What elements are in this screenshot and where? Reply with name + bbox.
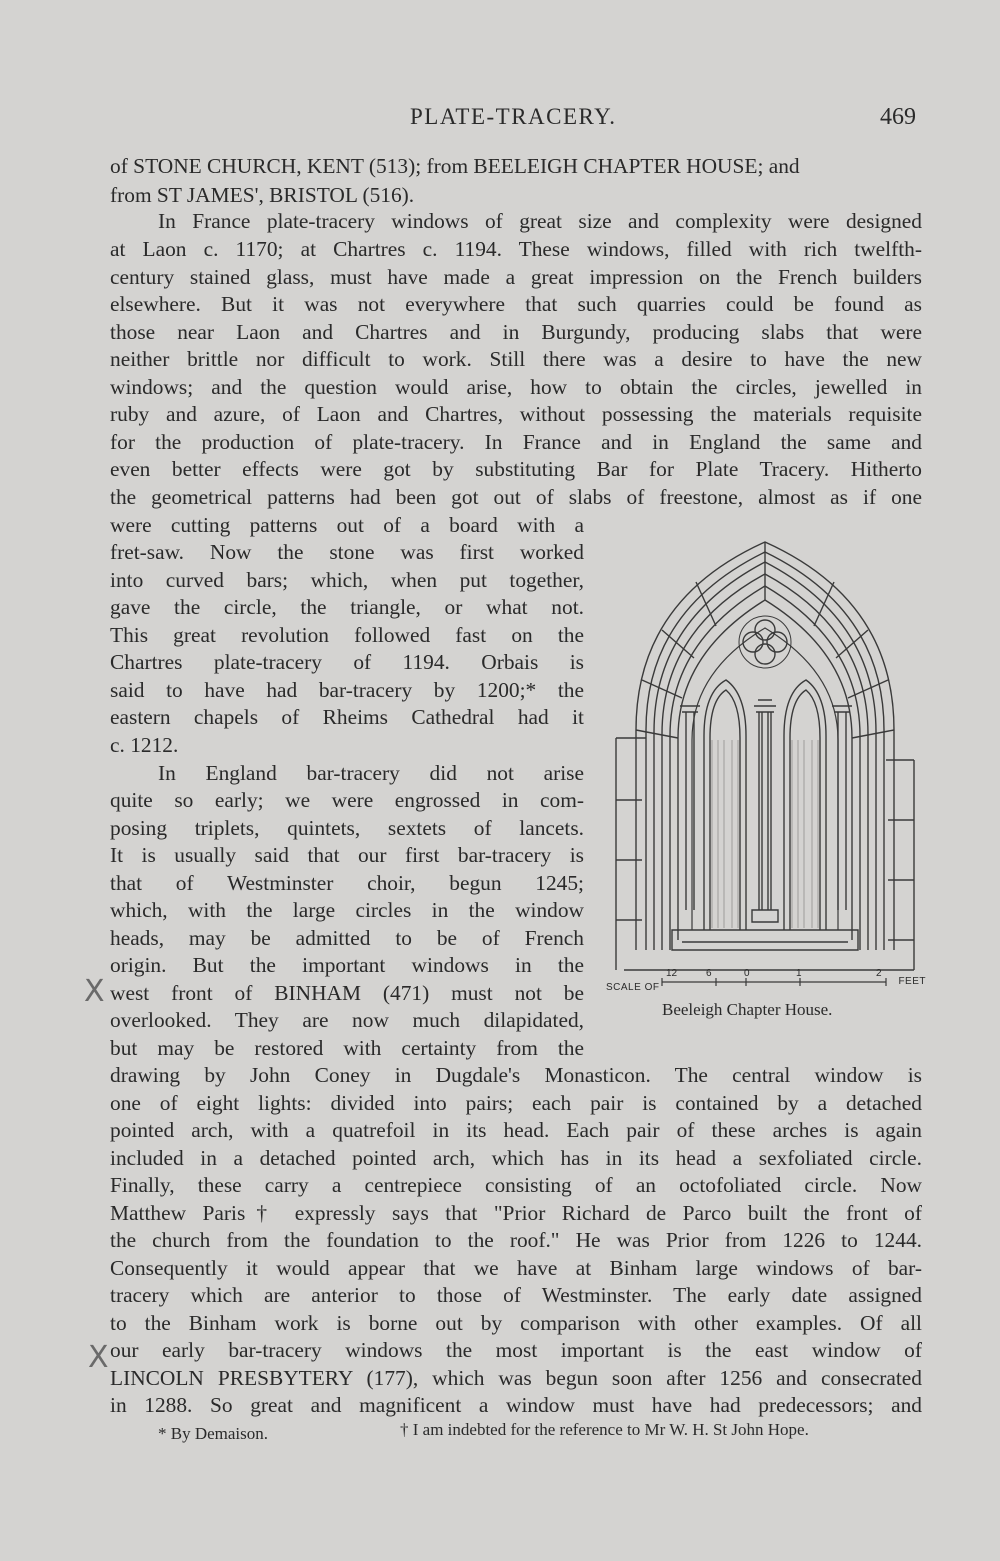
scale-tick: 6 — [706, 968, 712, 979]
text-line: into curved bars; which, when put together, — [110, 568, 584, 592]
scale-tick: 2 — [876, 968, 882, 979]
text-line: the geometrical patterns had been got out of slabs of freestone, almost as if one — [110, 485, 922, 509]
scale-tick: 0 — [744, 968, 750, 979]
footnotes — [0, 1420, 1000, 1450]
text-line: pointed arch, with a quatrefoil in its head. Each pair of these arches is again — [110, 1118, 922, 1142]
scale-unit: FEET — [898, 976, 926, 987]
scale-label: SCALE OF — [606, 982, 660, 993]
margin-mark: X — [84, 974, 105, 1009]
text-line: century stained glass, must have made a great impression on the French builders — [110, 265, 922, 289]
text-line: the church from the foundation to the roof." He was Prior from 1226 to 1244. — [110, 1228, 922, 1252]
text-line: origin. But the important windows in the — [110, 953, 584, 977]
text-line: were cutting patterns out of a board with a — [110, 513, 584, 537]
scale-tick: 12 — [666, 968, 678, 979]
figure-scale — [606, 974, 926, 996]
text-line: windows; and the question would arise, how to obtain the circles, jewelled in — [110, 375, 922, 399]
text-line: c. 1212. — [110, 733, 179, 757]
text-line: fret-saw. Now the stone was first worked — [110, 540, 584, 564]
text-line: gave the circle, the triangle, or what not. — [110, 595, 584, 619]
text-line: heads, may be admitted to be of French — [110, 926, 584, 950]
text-line: posing triplets, quintets, sextets of lancets. — [110, 816, 584, 840]
text-line: included in a detached pointed arch, which has in its head a sexfoliated circle. — [110, 1146, 922, 1170]
running-title: PLATE-TRACERY. — [410, 104, 617, 129]
scale-tick: 1 — [796, 968, 802, 979]
text-line: said to have had bar-tracery by 1200;* the — [110, 678, 584, 702]
running-head — [0, 104, 1000, 138]
text-line: eastern chapels of Rheims Cathedral had it — [110, 705, 584, 729]
text-line: Consequently it would appear that we have at Binham large windows of bar- — [110, 1256, 922, 1280]
text-line: those near Laon and Chartres and in Burgundy, producing slabs that were — [110, 320, 922, 344]
text-line: Matthew Paris† expressly says that "Prior Richard de Parco built the front of — [110, 1201, 922, 1225]
text-line: which, with the large circles in the window — [110, 898, 584, 922]
text-line: to the Binham work is borne out by comparison with other examples. Of all — [110, 1311, 922, 1335]
text-line: tracery which are anterior to those of Westminster. The early date assigned — [110, 1283, 922, 1307]
figure-caption: Beeleigh Chapter House. — [662, 1000, 833, 1019]
text-line: In England bar-tracery did not arise — [158, 761, 584, 785]
text-line: overlooked. They are now much dilapidated, — [110, 1008, 584, 1032]
text-line: west front of BINHAM (471) must not be — [110, 981, 584, 1005]
text-line: even better effects were got by substituting Bar for Plate Tracery. Hitherto — [110, 457, 922, 481]
text-line: that of Westminster choir, begun 1245; — [110, 871, 584, 895]
text-line: This great revolution followed fast on the — [110, 623, 584, 647]
text-line: In France plate-tracery windows of great size and complexity were designed — [158, 209, 922, 233]
text-line: at Laon c. 1170; at Chartres c. 1194. These windows, filled with rich twelfth- — [110, 237, 922, 261]
text-line: elsewhere. But it was not everywhere that such quarries could be found as — [110, 292, 922, 316]
text-line: our early bar-tracery windows the most important is the east window of — [110, 1338, 922, 1362]
page-number: 469 — [880, 104, 916, 130]
text-line: ruby and azure, of Laon and Chartres, without possessing the materials requisite — [110, 402, 922, 426]
footnote: † I am indebted for the reference to Mr W. H. St John Hope. — [400, 1420, 809, 1439]
text-line: It is usually said that our first bar-tracery is — [110, 843, 584, 867]
text-line: LINCOLN PRESBYTERY (177), which was begun soon after 1256 and consecrated — [110, 1366, 922, 1390]
text-line: Chartres plate-tracery of 1194. Orbais is — [110, 650, 584, 674]
text-line: Finally, these carry a centrepiece consisting of an octofoliated circle. Now — [110, 1173, 922, 1197]
text-line: in 1288. So great and magnificent a window must have had predecessors; and — [110, 1393, 922, 1417]
text-line: from ST JAMES', BRISTOL (516). — [110, 183, 415, 207]
text-line: but may be restored with certainty from the — [110, 1036, 584, 1060]
text-line: quite so early; we were engrossed in com- — [110, 788, 584, 812]
text-line: one of eight lights: divided into pairs; each pair is contained by a detached — [110, 1091, 922, 1115]
text-line: drawing by John Coney in Dugdale's Monasticon. The central window is — [110, 1063, 922, 1087]
margin-mark: X — [88, 1340, 109, 1375]
text-line: for the production of plate-tracery. In France and in England the same and — [110, 430, 922, 454]
window-illustration — [596, 530, 936, 1030]
footnote: * By Demaison. — [158, 1424, 269, 1443]
text-line: neither brittle nor difficult to work. Still there was a desire to have the new — [110, 347, 922, 371]
text-line: of STONE CHURCH, KENT (513); from BEELEIGH CHAPTER HOUSE; and — [110, 154, 800, 178]
